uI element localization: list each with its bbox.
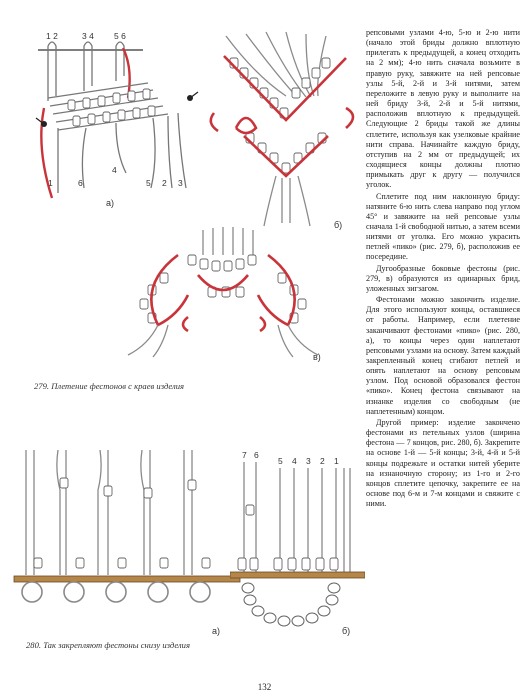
label-number-2b: 2 bbox=[320, 456, 325, 466]
label-number-4b: 4 bbox=[292, 456, 297, 466]
label-c-279: в) bbox=[313, 352, 321, 362]
paragraph-1: репсовыми узлами 4-ю, 5-ю и 2-ю нити (начало этой бриды должно вплотную прилегать к предыдущей, а конец отходить на 2 мм); 4-ю нить сначала возьмите в правую руку, завяжите на ней репсовые узлы 5-й, 2-й и 3-й нитями, затем переложите в левую руку и выполните на ней бриду 3-й, 2-й и 5-й нитями, расположив вплотную к предыдущей. Следующие 2 бриды такой же длины сплетите, используя как узелковые крайние нити справа. Начинайте каждую бриду, отступив на 2 мм от предыдущей; их сходящиеся концы должны плотно примыкать друг к другу — получился уголок. bbox=[366, 28, 520, 190]
figure-279a bbox=[28, 28, 203, 218]
label-number-4: 4 bbox=[112, 165, 117, 175]
figure-279c bbox=[118, 225, 343, 370]
label-number-3b: 3 bbox=[306, 456, 311, 466]
label-a-280: а) bbox=[212, 626, 221, 636]
label-number-6: 6 bbox=[78, 178, 83, 188]
label-number-5b: 5 bbox=[278, 456, 283, 466]
label-number-5: 5 bbox=[146, 178, 151, 188]
label-b-280: б) bbox=[342, 626, 351, 636]
paragraph-2: Сплетите под ним наклонную бриду: натяните 6-ю нить слева направо под углом 45° и завяжите на ней репсовые узлы сначала 1-й свободной нитью, а затем всеми нитями от уголка. Его можно украсить петлей «пико» (рис. 279, б), расположив ее посередине. bbox=[366, 191, 520, 262]
page-number: 132 bbox=[257, 682, 272, 692]
label-numbers-3-4: 3 4 bbox=[82, 31, 94, 41]
label-b-279: б) bbox=[334, 220, 343, 230]
label-numbers-5-6: 5 6 bbox=[114, 31, 126, 41]
paragraph-3: Дугообразные боковые фестоны (рис. 279, в) образуются из одинарных брид, уложенных зигзагом. bbox=[366, 263, 520, 293]
label-a-279: а) bbox=[106, 198, 115, 208]
body-text-column bbox=[366, 28, 520, 509]
label-number-7: 7 bbox=[242, 450, 247, 460]
figure-280b bbox=[230, 450, 365, 640]
label-number-1b: 1 bbox=[334, 456, 339, 466]
label-number-2: 2 bbox=[162, 178, 167, 188]
label-numbers-1-2: 1 2 bbox=[46, 31, 58, 41]
paragraph-5: Другой пример: изделие закончено фестонами из петельных узлов (ширина фестона — 7 концов, рис. 280, б). Закрепите на основе 1-й — 5-й концы; 3-й, 4-й и 5-й концы подрежьте и остатки нитей уберите на изнаночную сторону; из 1-го и 2-го концов сплетите цепочку, закрепите ее на основе под 6-м и 7-м концами и свяжите с ними. bbox=[366, 417, 520, 509]
label-number-1: 1 bbox=[48, 178, 53, 188]
label-number-6b: 6 bbox=[254, 450, 259, 460]
figure-280a bbox=[12, 450, 242, 640]
label-number-3: 3 bbox=[178, 178, 183, 188]
paragraph-4: Фестонами можно закончить изделие. Для этого используют концы, оставшиеся от работы. Например, если плетение заканчивают фестонами «пико» (рис. 280, а), то концы через один наплетают репсовыми узлами на основу. Затем каждый закрепленный конец сгибают петлей и опять наплетают на основу репсовым узлом. Под основой образовался фестон «пико». Конец фестона связывают на изнанке изделия со свободным (не наплетенным) концом. bbox=[366, 295, 520, 416]
figure-279b bbox=[206, 28, 361, 233]
figure-279-caption: 279. Плетение фестонов с краев изделия bbox=[34, 381, 185, 391]
figure-280-caption: 280. Так закрепляют фестоны снизу изделия bbox=[26, 640, 190, 650]
